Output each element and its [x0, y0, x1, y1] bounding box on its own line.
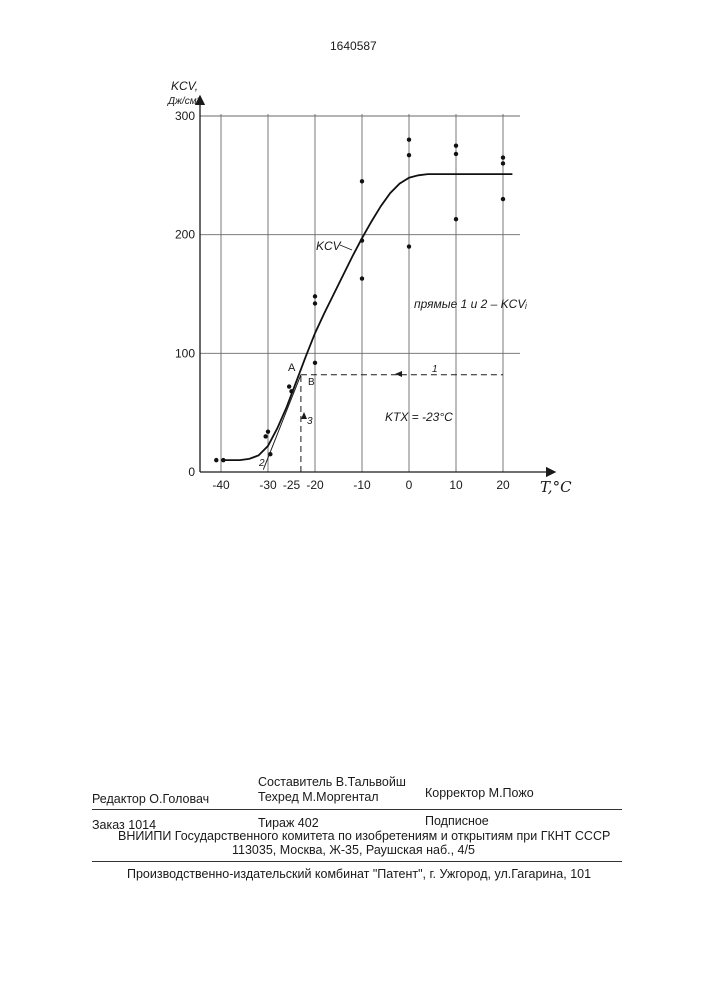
x-axis-title: T,°C	[540, 478, 572, 496]
x-tick-label-2: -25	[282, 478, 301, 492]
patent-number: 1640587	[330, 39, 377, 53]
data-point	[501, 197, 505, 201]
data-point	[360, 179, 364, 183]
data-point	[407, 244, 411, 248]
data-point	[313, 294, 317, 298]
y-axis-title: KCV,	[171, 79, 199, 93]
x-tick-label-4: -10	[353, 478, 371, 492]
compiler-credit: Составитель В.Тальвойш	[258, 775, 406, 789]
data-point	[407, 138, 411, 142]
y-tick-label-0: 0	[188, 465, 195, 479]
data-point	[266, 429, 270, 433]
divider-top	[92, 809, 622, 810]
institute: ВНИИПИ Государственного комитета по изобретениям и открытиям при ГКНТ СССР	[118, 829, 611, 843]
point-b-label: B	[308, 377, 315, 388]
techred-credit: Техред М.Моргентал	[258, 790, 379, 804]
editor-credit: Редактор О.Головач	[92, 792, 210, 806]
circulation: Тираж 402	[258, 816, 319, 830]
ktx-label: KTX = -23°C	[385, 410, 453, 424]
straight-lines	[263, 375, 503, 472]
x-tick-label-1: -30	[259, 478, 277, 492]
data-point	[360, 238, 364, 242]
x-tick-label-6: 10	[449, 478, 463, 492]
data-point	[268, 452, 272, 456]
data-point	[501, 155, 505, 159]
line-2-label: 2	[259, 458, 265, 469]
data-point	[263, 434, 267, 438]
line-1-label: 1	[432, 364, 438, 375]
x-tick-label-3: -20	[306, 478, 324, 492]
lines-label: прямые 1 и 2 – KCVᵢ	[414, 297, 527, 311]
divider-bottom	[92, 861, 622, 862]
y-axis-units: Дж/см²	[168, 96, 200, 107]
data-point	[407, 153, 411, 157]
data-point	[214, 458, 218, 462]
data-point	[501, 161, 505, 165]
data-point	[454, 217, 458, 221]
grid	[200, 114, 520, 472]
data-point	[313, 301, 317, 305]
y-tick-label-1: 100	[174, 346, 195, 361]
data-point	[313, 361, 317, 365]
axes	[167, 79, 572, 496]
curve-label-leader	[340, 245, 352, 250]
curve-label: KCV	[316, 239, 341, 253]
data-point	[289, 389, 293, 393]
data-point	[360, 276, 364, 280]
line-1-arrow	[395, 371, 402, 377]
kcv-curve-group	[221, 174, 512, 460]
point-a-label: A	[288, 362, 296, 374]
data-point	[454, 152, 458, 156]
corrector-credit: Корректор М.Пожо	[425, 786, 534, 800]
publisher: Производственно-издательский комбинат "Патент", г. Ужгород, ул.Гагарина, 101	[127, 867, 592, 881]
chart-labels	[258, 239, 527, 469]
y-tick-label-2: 200	[174, 227, 195, 242]
line-3-label: 3	[307, 416, 313, 427]
data-point	[287, 384, 291, 388]
data-point	[454, 143, 458, 147]
x-tick-label-5: 0	[405, 478, 413, 492]
address: 113035, Москва, Ж-35, Раушская наб., 4/5	[232, 843, 475, 857]
x-tick-label-0: -40	[212, 478, 230, 492]
kcv-curve	[221, 174, 512, 460]
y-tick-label-3: 300	[174, 109, 195, 123]
order-number: Заказ 1014	[92, 818, 157, 832]
data-point	[221, 458, 225, 462]
x-tick-label-7: 20	[496, 478, 510, 492]
subscription: Подписное	[425, 814, 489, 828]
